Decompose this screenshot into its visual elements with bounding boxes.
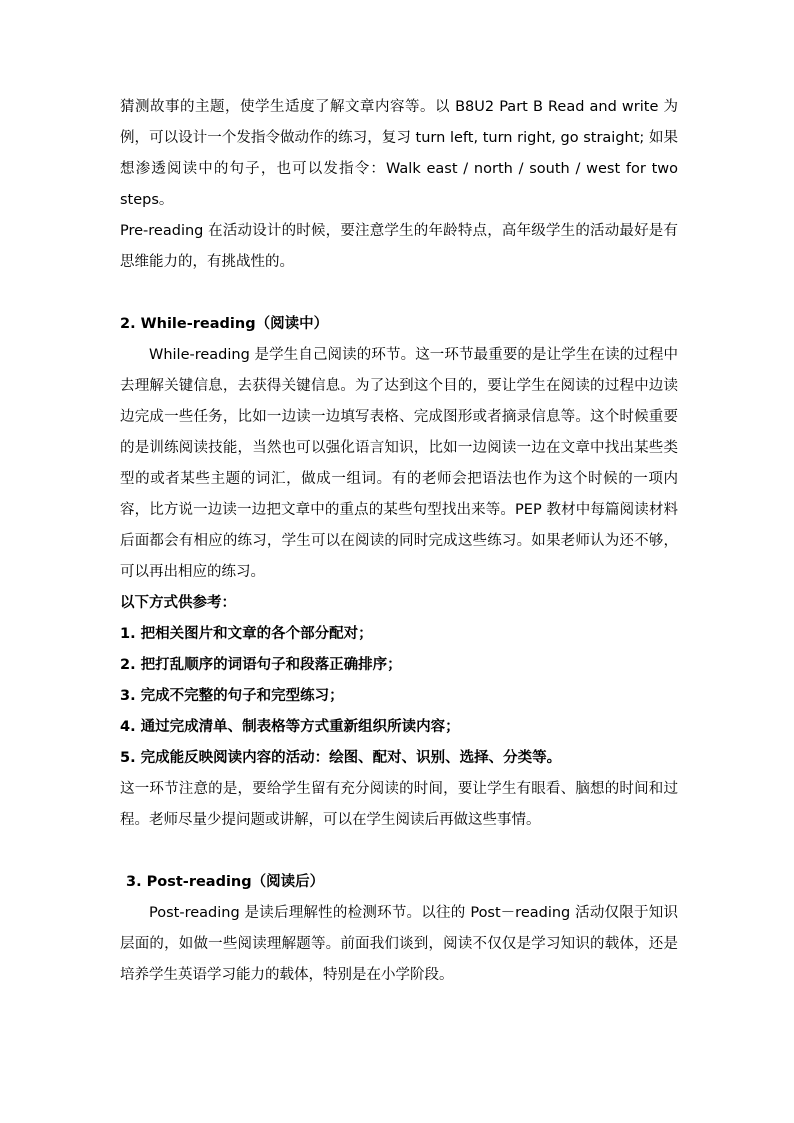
section-2-body-paragraph: While-reading 是学生自己阅读的环节。这一环节最重要的是让学生在读的过程中去理解关键信息，去获得关键信息。为了达到这个目的，要让学生在阅读的过程中边读边完成一些任务，比如一边读一边填写表格、完成图形或者摘录信息等。这个时候重要的是训练阅读技能，当然也可以强化语言知识，比如一边阅读一边在文章中找出某些类型的或者某些主题的词汇，做成一组词。有的老师会把语法也作为这个时候的一项内容，比方说一边读一边把文章中的重点的某些句型找出来等。PEP 教材中每篇阅读材料后面都会有相应的练习，学生可以在阅读的同时完成这些练习。如果老师认为还不够，可以再出相应的练习。 [120, 347, 678, 580]
intro-paragraph: 猜测故事的主题，使学生适度了解文章内容等。以 B8U2 Part B Read and write 为例，可以设计一个发指令做动作的练习，复习 turn left, turn right, go straight; 如果想渗透阅读中的句子，也可以发指令：Walk east / north / south / west for two steps。 [120, 99, 678, 208]
list-item: 5. 完成能反映阅读内容的活动：绘图、配对、识别、选择、分类等。 [120, 750, 562, 766]
pre-reading-note-paragraph: Pre-reading 在活动设计的时候，要注意学生的年龄特点，高年级学生的活动最好是有思维能力的，有挑战性的。 [120, 223, 678, 270]
list-item: 2. 把打乱顺序的词语句子和段落正确排序； [120, 657, 402, 673]
list-item: 1. 把相关图片和文章的各个部分配对； [120, 626, 373, 642]
reference-list [120, 619, 678, 774]
document-page [120, 92, 678, 991]
section-3-heading: 3. Post-reading（阅读后） [126, 874, 325, 890]
section-2-heading: 2. While-reading（阅读中） [120, 316, 329, 332]
list-item: 4. 通过完成清单、制表格等方式重新组织所读内容； [120, 719, 460, 735]
section-2-closing-paragraph: 这一环节注意的是，要给学生留有充分阅读的时间，要让学生有眼看、脑想的时间和过程。老师尽量少提问题或讲解，可以在学生阅读后再做这些事情。 [120, 781, 678, 828]
reference-list-label: 以下方式供参考： [120, 595, 236, 611]
section-3-body-paragraph: Post-reading 是读后理解性的检测环节。以往的 Post－reading 活动仅限于知识层面的，如做一些阅读理解题等。前面我们谈到，阅读不仅仅是学习知识的载体，还是培养学生英语学习能力的载体，特别是在小学阶段。 [120, 905, 678, 983]
list-item: 3. 完成不完整的句子和完型练习； [120, 688, 344, 704]
